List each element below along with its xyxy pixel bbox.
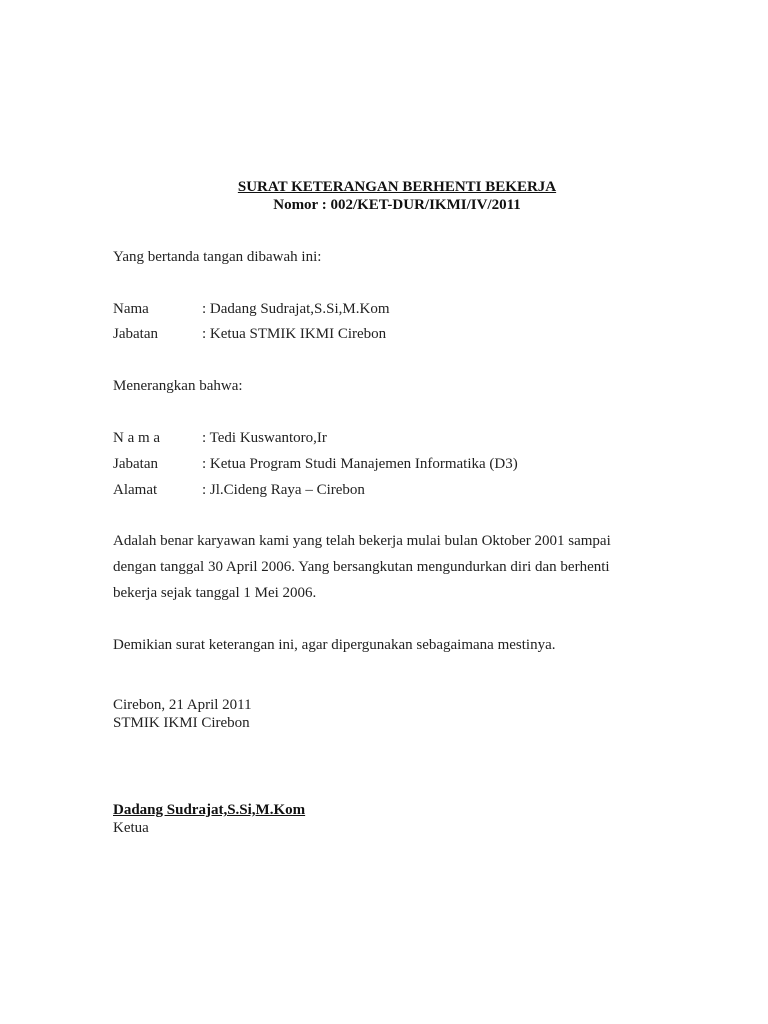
body-line: bekerja sejak tanggal 1 Mei 2006. [113, 585, 317, 601]
field-value: : Ketua STMIK IKMI Cirebon [202, 326, 387, 342]
employee-name-row [113, 429, 327, 447]
employee-position-row [113, 455, 518, 473]
field-value: : Tedi Kuswantoro,Ir [202, 430, 327, 446]
letter-title: SURAT KETERANGAN BERHENTI BEKERJA [237, 179, 557, 195]
field-label: Alamat [113, 482, 158, 498]
field-value: : Ketua Program Studi Manajemen Informatika (D3) [202, 456, 518, 472]
institution-name: STMIK IKMI Cirebon [113, 715, 250, 731]
place-date: Cirebon, 21 April 2011 [113, 697, 252, 713]
signer-name-row [113, 300, 390, 318]
employee-address-row [113, 481, 365, 499]
intro-text: Yang bertanda tangan dibawah ini: [113, 249, 322, 265]
body-line: dengan tanggal 30 April 2006. Yang bersangkutan mengundurkan diri dan berhenti [113, 559, 610, 575]
field-value: : Jl.Cideng Raya – Cirebon [202, 482, 365, 498]
letter-number: Nomor : 002/KET-DUR/IKMI/IV/2011 [273, 197, 521, 213]
closing-text: Demikian surat keterangan ini, agar dipergunakan sebagaimana mestinya. [113, 637, 556, 653]
field-label: N a m a [113, 430, 161, 446]
signature-title: Ketua [113, 820, 149, 836]
signature-name: Dadang Sudrajat,S.Si,M.Kom [113, 802, 306, 818]
body-line: Adalah benar karyawan kami yang telah bekerja mulai bulan Oktober 2001 sampai [113, 533, 611, 549]
field-label: Nama [113, 301, 149, 317]
statement-text: Menerangkan bahwa: [113, 378, 243, 394]
signer-position-row [113, 325, 386, 343]
field-label: Jabatan [113, 456, 158, 472]
field-value: : Dadang Sudrajat,S.Si,M.Kom [202, 301, 390, 317]
field-label: Jabatan [113, 326, 158, 342]
